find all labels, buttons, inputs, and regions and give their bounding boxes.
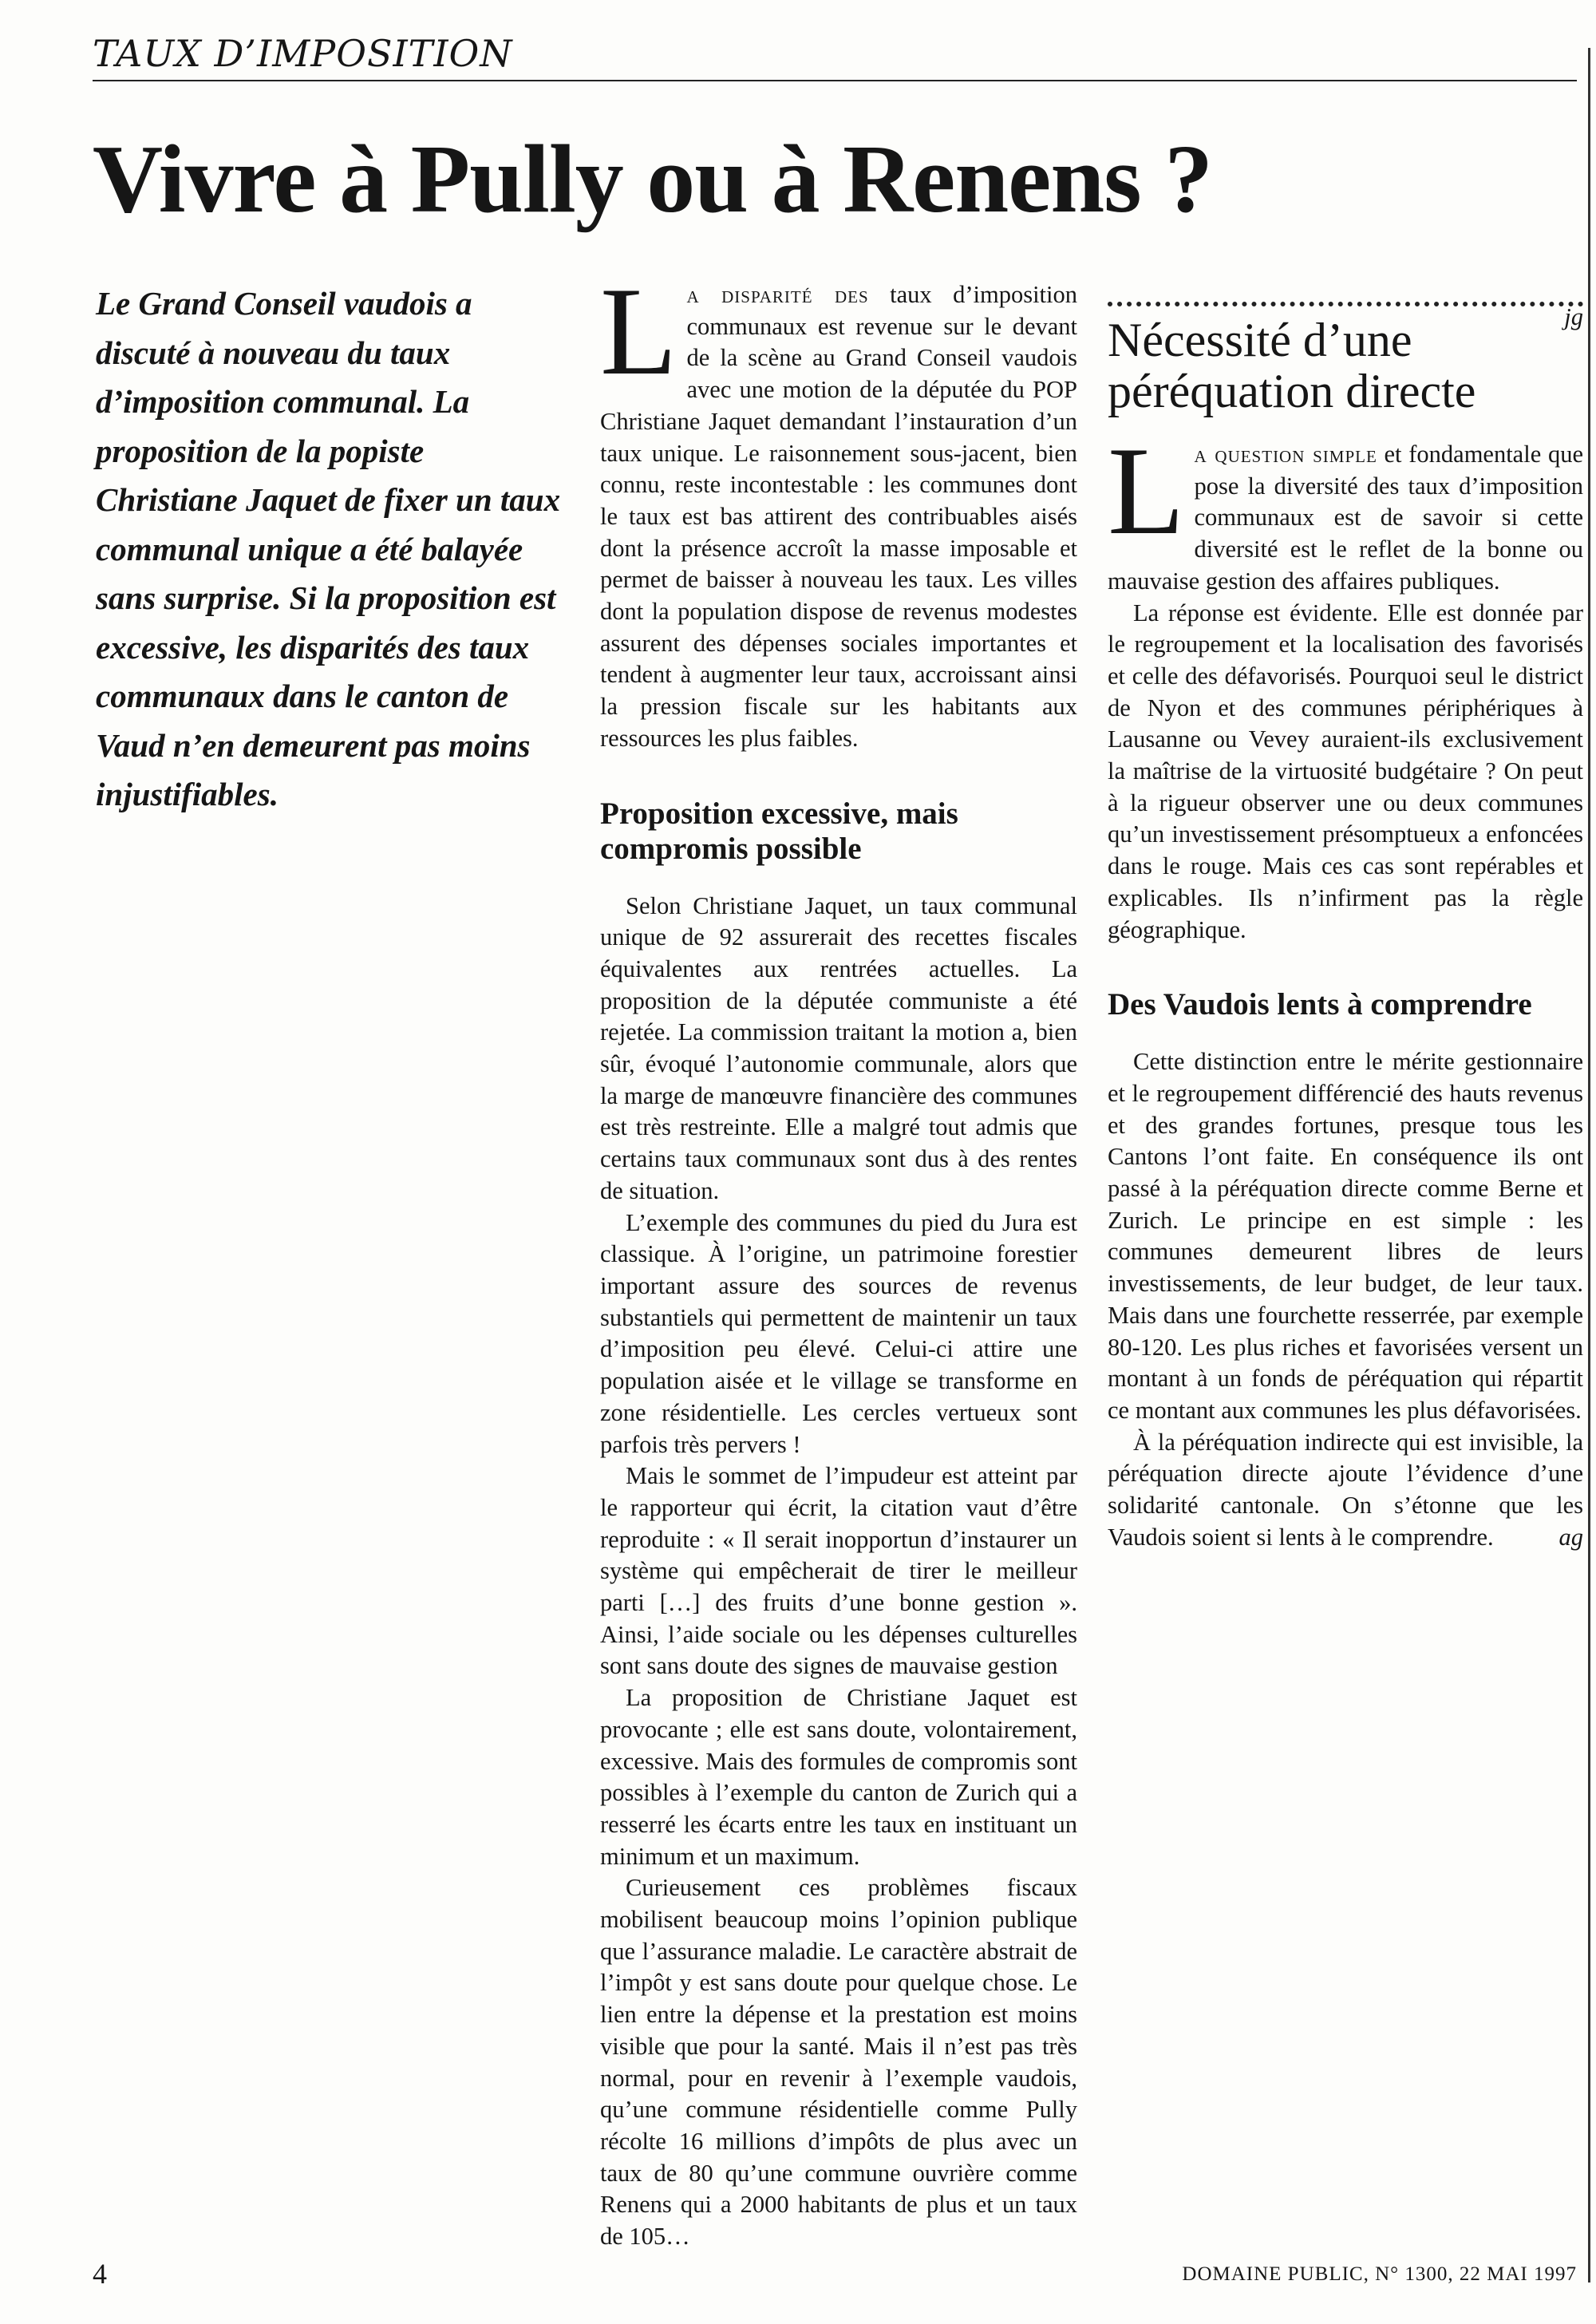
article2-paragraph-2: La réponse est évidente. Elle est donnée par le regroupement et la localisation des favorisés et celle des défavorisés. Pourquoi seul le district de Nyon et des communes périphériques à Lausanne ou Vevey auraient-ils exclusivement la maîtrise de la virtuosité budgétaire ? On peut à la rigueur observer une ou deux communes qu’un investissement présomptueux a enfoncées dans le rouge. Mais ces cas sont repérables et explicables. Ils n’infirment pas la règle géographique. xyxy=(1108,599,1583,943)
dropcap: L xyxy=(600,262,678,401)
article-lead: Le Grand Conseil vaudois a discuté à nouveau du taux d’imposition communal. La proposition de la popiste Christiane Jaquet de fixer un taux communal unique a été balayée sans surprise. Si la proposition est excessive, les disparités des taux communaux dans le canton de Vaud n’en demeurent pas moins injustifiables. xyxy=(96,285,561,812)
section-rubric: TAUX D’IMPOSITION xyxy=(93,32,1577,81)
dotted-separator xyxy=(1108,302,1583,306)
paragraph-text: À la péréquation indirecte qui est invisible, la péréquation directe ajoute l’évidence d’une solidarité cantonale. On s’étonne que les Vaudois soient si lents à le comprendre. xyxy=(1108,1428,1583,1551)
article1-paragraph-4: Mais le sommet de l’impudeur est atteint par le rapporteur qui écrit, la citation vaut d’être reproduite : « Il serait inopportun d’instaurer un système qui empêcherait de tirer le meilleur parti […] des fruits d’une bonne gestion ». Ainsi, l’aide sociale ou les dépenses culturelles sont sans doute des signes de mauvaise gestion xyxy=(600,1462,1077,1680)
dropcap: L xyxy=(1108,421,1185,561)
article-title: Vivre à Pully ou à Renens ? xyxy=(93,125,1213,233)
column-3-flow xyxy=(1108,302,1583,1554)
article2-paragraph-4 xyxy=(1108,1427,1583,1554)
article2-signature: ag xyxy=(1558,1523,1583,1551)
column-3 xyxy=(1108,279,1583,2219)
article1-paragraph-5: La proposition de Christiane Jaquet est provocante ; elle est sans doute, volontairement, excessive. Mais des formules de compromis sont possibles à l’exemple du canton de Zurich qui a resserré les écarts entre les taux en instituant un minimum et un maximum. xyxy=(600,1684,1077,1870)
article1-paragraph-6: Curieusement ces problèmes fiscaux mobilisent beaucoup moins l’opinion publique que l’assurance maladie. Le caractère abstrait de l’impôt y est sans doute pour quelque chose. Le lien entre la dépense et la prestation est moins visible que pour la santé. Mais il n’est pas très normal, pour en revenir à l’exemple vaudois, qu’une commune résidentielle comme Pully récolte 16 millions d’impôts de plus avec un taux de 80 qu’une commune ouvrière comme Renens qui a 2000 habitants de plus et un taux de 105… xyxy=(600,1874,1077,2251)
article1-signature: jg xyxy=(1564,303,1583,330)
article2-title: Nécessité d’une péréquation directe xyxy=(1108,314,1476,417)
page-edge-rule xyxy=(1588,48,1590,2282)
article1-paragraph-3: L’exemple des communes du pied du Jura est classique. À l’origine, un patrimoine forestier important assure des sources de revenus substantiels qui permettent de maintenir un taux d’imposition peu élevé. Celui-ci attire une population aisée et le village se transforme en zone résidentielle. Les cercles vertueux sont parfois très pervers ! xyxy=(600,1208,1077,1458)
article1-paragraph-1 xyxy=(600,262,1077,755)
article1-paragraph-2: Selon Christiane Jaquet, un taux communal unique de 92 assurerait des recettes fiscales équivalentes aux rentrées actuelles. La proposition de la députée communiste a été rejetée. La commission traitant la motion a, bien sûr, évoqué l’autonomie communale, alors que la marge de manœuvre financière des communes est très restreinte. Elle a malgré tout admis que certains taux communaux sont dus à des rentes de situation. xyxy=(600,891,1077,1204)
article2-paragraph-1 xyxy=(1108,421,1583,598)
article2-paragraph-3: Cette distinction entre le mérite gestionnaire et le regroupement différencié des hauts revenus et des grandes fortunes, presque tous les Cantons l’ont faite. En conséquence ils ont passé à la péréquation directe comme Berne et Zurich. Le principe en est simple : les communes demeurent libres de leurs investissements, de leur budget, de leur taux. Mais dans une fourchette resserrée, par exemple 80-120. Les plus riches et favorisées versent un montant à un fonds de péréquation qui répartit ce montant aux communes les plus défavorisées. xyxy=(1108,1048,1583,1424)
subheading-vaudois: Des Vaudois lents à comprendre xyxy=(1108,987,1532,1022)
smallcaps-lead: a question simple xyxy=(1194,441,1377,468)
smallcaps-lead: a disparité des xyxy=(686,281,869,308)
paragraph-text: taux d’imposition communaux est revenue sur le devant de la scène au Grand Conseil vaudois avec une motion de la députée du POP Christiane Jaquet demandant l’instauration d’un taux unique. Le raisonnement sous-jacent, bien connu, reste incontestable : les communes dont le taux est bas attirent des contribuables aisés dont la présence accroît la masse imposable et permet de baisser à nouveau les taux. Les villes dont la population dispose de revenus modestes assurent des dépenses sociales importantes et tendent à augmenter leur taux, accroissant ainsi la pression fiscale sur les habitants aux ressources les plus faibles. xyxy=(600,281,1077,752)
subheading-proposition: Proposition excessive, mais compromis possible xyxy=(600,796,958,866)
page-number: 4 xyxy=(93,2258,107,2290)
publication-info: DOMAINE PUBLIC, N° 1300, 22 MAI 1997 xyxy=(1182,2263,1577,2285)
column-2 xyxy=(600,262,1077,2251)
paragraph-text: et fondamentale que pose la diversité des taux d’imposition communaux est de savoir si cette diversité est le reflet de la bonne ou mauvaise gestion des affaires publiques. xyxy=(1108,441,1583,595)
